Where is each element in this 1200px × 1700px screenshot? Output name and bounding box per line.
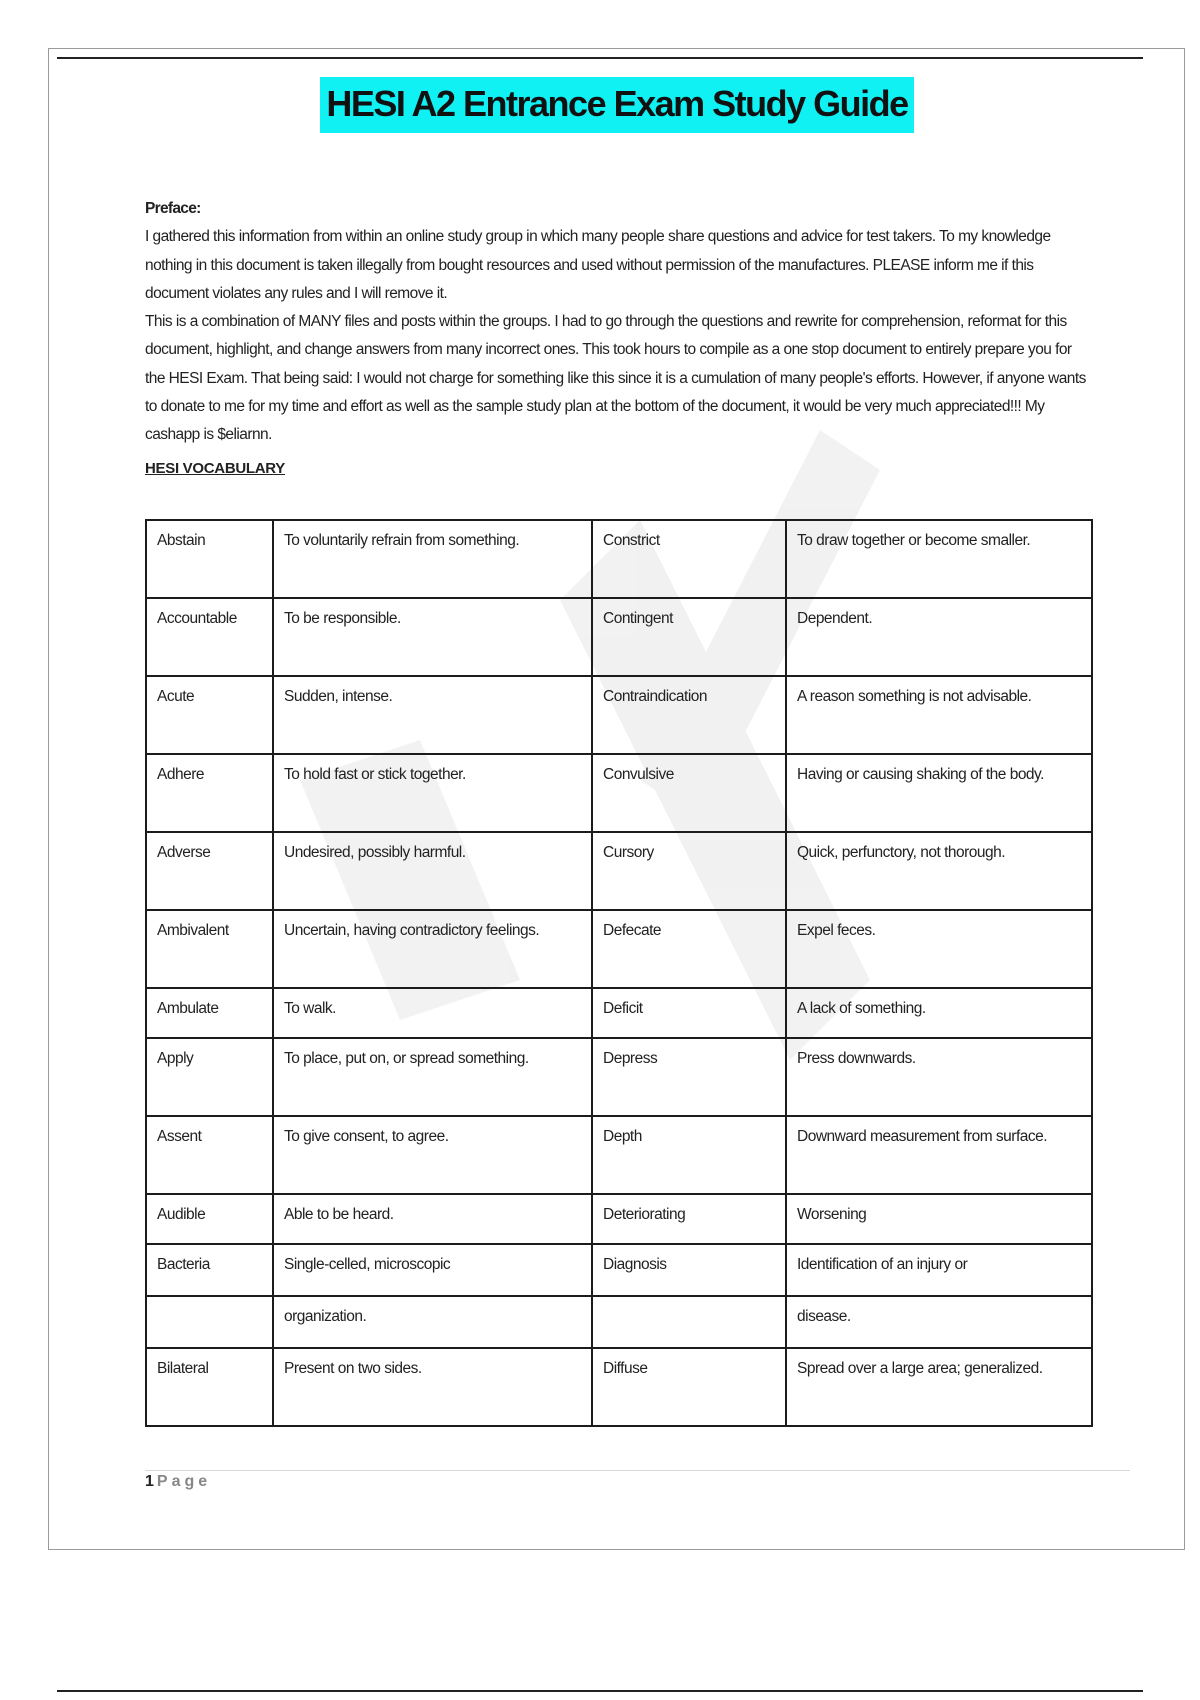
bottom-rule — [57, 1690, 1143, 1692]
page-footer — [145, 1473, 211, 1491]
preface-paragraph-1: I gathered this information from within an online study group in which many people share questions and advice for test takers. To my knowledge nothing in this document is taken illegally from bought resources and used without permission of the manufactures. PLEASE inform me if this document violates any rules and I will remove it. — [145, 228, 1051, 302]
definition-cell: Undesired, possibly harmful. — [273, 832, 592, 910]
term-cell: Cursory — [592, 832, 786, 910]
table-row — [146, 1348, 1092, 1426]
definition-cell: organization. — [273, 1296, 592, 1348]
definition-cell: Worsening — [786, 1194, 1092, 1244]
definition-cell: Press downwards. — [786, 1038, 1092, 1116]
table-row — [146, 520, 1092, 598]
table-row — [146, 754, 1092, 832]
term-cell — [146, 1296, 273, 1348]
definition-cell: To be responsible. — [273, 598, 592, 676]
definition-cell: Identification of an injury or — [786, 1244, 1092, 1296]
term-cell: Contingent — [592, 598, 786, 676]
term-cell: Bacteria — [146, 1244, 273, 1296]
table-row — [146, 832, 1092, 910]
definition-cell: Sudden, intense. — [273, 676, 592, 754]
page-number: 1 — [145, 1473, 154, 1490]
table-row — [146, 1244, 1092, 1296]
definition-cell: Single-celled, microscopic — [273, 1244, 592, 1296]
definition-cell: To voluntarily refrain from something. — [273, 520, 592, 598]
term-cell: Audible — [146, 1194, 273, 1244]
term-cell: Contraindication — [592, 676, 786, 754]
definition-cell: To hold fast or stick together. — [273, 754, 592, 832]
definition-cell: Having or causing shaking of the body. — [786, 754, 1092, 832]
table-row — [146, 1038, 1092, 1116]
term-cell: Bilateral — [146, 1348, 273, 1426]
definition-cell: Present on two sides. — [273, 1348, 592, 1426]
vocabulary-table — [145, 519, 1093, 1427]
definition-cell: To draw together or become smaller. — [786, 520, 1092, 598]
term-cell: Constrict — [592, 520, 786, 598]
term-cell: Abstain — [146, 520, 273, 598]
footer-rule — [145, 1470, 1130, 1471]
top-rule — [57, 57, 1143, 59]
term-cell: Defecate — [592, 910, 786, 988]
definition-cell: Able to be heard. — [273, 1194, 592, 1244]
term-cell: Ambivalent — [146, 910, 273, 988]
term-cell: Diagnosis — [592, 1244, 786, 1296]
term-cell: Depth — [592, 1116, 786, 1194]
definition-cell: disease. — [786, 1296, 1092, 1348]
preface-section — [145, 195, 1095, 450]
table-row — [146, 910, 1092, 988]
table-row — [146, 598, 1092, 676]
definition-cell: Quick, perfunctory, not thorough. — [786, 832, 1092, 910]
table-row — [146, 1296, 1092, 1348]
definition-cell: Dependent. — [786, 598, 1092, 676]
table-row — [146, 1116, 1092, 1194]
definition-cell: To give consent, to agree. — [273, 1116, 592, 1194]
table-row — [146, 1194, 1092, 1244]
document-title: HESI A2 Entrance Exam Study Guide — [320, 77, 913, 133]
table-row — [146, 676, 1092, 754]
definition-cell: To walk. — [273, 988, 592, 1038]
term-cell: Convulsive — [592, 754, 786, 832]
definition-cell: Downward measurement from surface. — [786, 1116, 1092, 1194]
title-wrap — [0, 77, 1200, 133]
term-cell: Depress — [592, 1038, 786, 1116]
term-cell: Acute — [146, 676, 273, 754]
definition-cell: Expel feces. — [786, 910, 1092, 988]
definition-cell: Uncertain, having contradictory feelings. — [273, 910, 592, 988]
term-cell: Adverse — [146, 832, 273, 910]
term-cell: Ambulate — [146, 988, 273, 1038]
table-row — [146, 988, 1092, 1038]
definition-cell: Spread over a large area; generalized. — [786, 1348, 1092, 1426]
term-cell: Deteriorating — [592, 1194, 786, 1244]
term-cell: Assent — [146, 1116, 273, 1194]
page-label: Page — [156, 1473, 212, 1490]
term-cell: Accountable — [146, 598, 273, 676]
term-cell: Apply — [146, 1038, 273, 1116]
definition-cell: To place, put on, or spread something. — [273, 1038, 592, 1116]
term-cell: Deficit — [592, 988, 786, 1038]
preface-label: Preface: — [145, 200, 201, 217]
definition-cell: A reason something is not advisable. — [786, 676, 1092, 754]
term-cell: Diffuse — [592, 1348, 786, 1426]
definition-cell: A lack of something. — [786, 988, 1092, 1038]
vocabulary-heading: HESI VOCABULARY — [145, 460, 285, 477]
term-cell: Adhere — [146, 754, 273, 832]
preface-paragraph-2: This is a combination of MANY files and posts within the groups. I had to go through the questions and rewrite for comprehension, reformat for this document, highlight, and change answers from many incorrect ones. This took hours to compile as a one stop document to entirely prepare you for the HESI Exam. That being said: I would not charge for something like this since it is a cumulation of many people's efforts. However, if anyone wants to donate to me for my time and effort as well as the sample study plan at the bottom of the document, it would be very much appreciated!!! My cashapp is $eliarnn. — [145, 313, 1086, 444]
term-cell — [592, 1296, 786, 1348]
